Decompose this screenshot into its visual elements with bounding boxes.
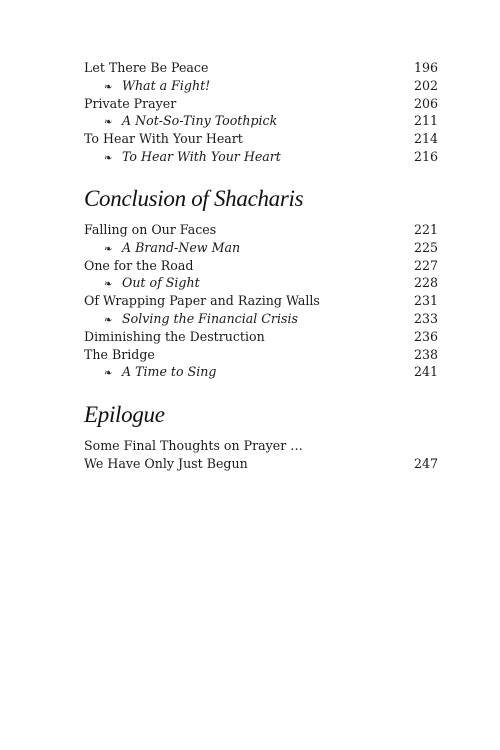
fleuron-icon: ❧ xyxy=(104,314,113,326)
toc-entry-title xyxy=(84,221,216,239)
toc-entry-title xyxy=(84,130,243,148)
toc-page-number: 241 xyxy=(413,364,438,380)
toc-entry-text: What a Fight! xyxy=(122,77,211,93)
fleuron-icon: ❧ xyxy=(104,117,113,129)
toc-subentry xyxy=(84,148,438,166)
toc-entry xyxy=(84,437,438,455)
toc-entry-text: To Hear With Your Heart xyxy=(122,148,281,164)
toc-subentry xyxy=(84,363,438,381)
fleuron-icon: ❧ xyxy=(104,368,113,380)
toc-entry xyxy=(84,328,438,346)
toc-entry xyxy=(84,257,438,275)
toc-page-number: 247 xyxy=(413,455,438,471)
section-heading-conclusion: Conclusion of Shacharis xyxy=(84,186,304,211)
toc-entry xyxy=(84,346,438,364)
toc-entry-text: Let There Be Peace xyxy=(84,60,209,75)
toc-entry-title xyxy=(84,455,248,473)
toc-page-number: 233 xyxy=(413,310,438,326)
toc-page-number: 231 xyxy=(413,293,438,309)
toc-entry-text: Some Final Thoughts on Prayer … xyxy=(84,438,303,453)
toc-page-number: 227 xyxy=(413,257,438,273)
section-heading-epilogue: Epilogue xyxy=(84,402,165,427)
toc-section-epilogue xyxy=(84,437,438,473)
toc-entry-title xyxy=(84,148,281,168)
toc-subentry xyxy=(84,310,438,328)
toc-entry-text: We Have Only Just Begun xyxy=(84,455,248,471)
toc-entry xyxy=(84,221,438,239)
toc-entry-text: Diminishing the Destruction xyxy=(84,328,265,344)
toc-section-top xyxy=(84,59,438,166)
toc-subentry xyxy=(84,112,438,130)
toc-entry-text: Solving the Financial Crisis xyxy=(122,310,298,326)
toc-entry-title xyxy=(84,328,265,346)
toc-entry-text: A Brand-New Man xyxy=(122,239,241,255)
toc-page-number: 196 xyxy=(413,60,438,75)
toc-entry-text: Of Wrapping Paper and Razing Walls xyxy=(84,293,320,309)
toc-page-number: 211 xyxy=(413,113,438,129)
toc-entry-text: Private Prayer xyxy=(84,95,177,111)
toc-page-number: 236 xyxy=(413,328,438,344)
toc-entry xyxy=(84,95,438,113)
toc-page-number: 214 xyxy=(413,131,438,147)
fleuron-icon: ❧ xyxy=(104,152,113,164)
toc-subentry xyxy=(84,77,438,95)
toc-entry xyxy=(84,292,438,310)
toc-page-number: 202 xyxy=(413,77,438,93)
toc-page-number: 228 xyxy=(413,275,438,291)
toc-entry-title xyxy=(84,59,208,77)
fleuron-icon: ❧ xyxy=(104,279,113,291)
toc-entry-title xyxy=(84,363,216,383)
toc-entry-text: The Bridge xyxy=(84,346,155,362)
toc-entry-text: Out of Sight xyxy=(122,275,200,291)
toc-subentry xyxy=(84,274,438,292)
toc-section-conclusion xyxy=(84,221,438,381)
toc-entry-title xyxy=(84,95,176,113)
fleuron-icon: ❧ xyxy=(104,243,113,255)
toc-entry-title xyxy=(84,257,193,275)
toc-subentry xyxy=(84,239,438,257)
toc-page-number: 225 xyxy=(413,239,438,255)
toc-entry-text: A Not-So-Tiny Toothpick xyxy=(122,113,278,129)
toc-entry xyxy=(84,130,438,148)
toc-entry-title xyxy=(84,292,320,310)
toc-entry xyxy=(84,455,438,473)
toc-page-number: 238 xyxy=(413,346,438,362)
toc-page-number: 221 xyxy=(413,222,438,237)
toc-page-number: 216 xyxy=(413,148,438,164)
toc-entry-title xyxy=(84,437,303,455)
fleuron-icon: ❧ xyxy=(104,81,113,93)
toc-entry xyxy=(84,59,438,77)
toc-entry-text: A Time to Sing xyxy=(122,364,217,380)
toc-entry-text: To Hear With Your Heart xyxy=(84,131,243,147)
toc-entry-title xyxy=(84,346,155,364)
toc-entry-text: Falling on Our Faces xyxy=(84,222,217,237)
toc-entry-text: One for the Road xyxy=(84,257,194,273)
toc-page-number: 206 xyxy=(413,95,438,111)
